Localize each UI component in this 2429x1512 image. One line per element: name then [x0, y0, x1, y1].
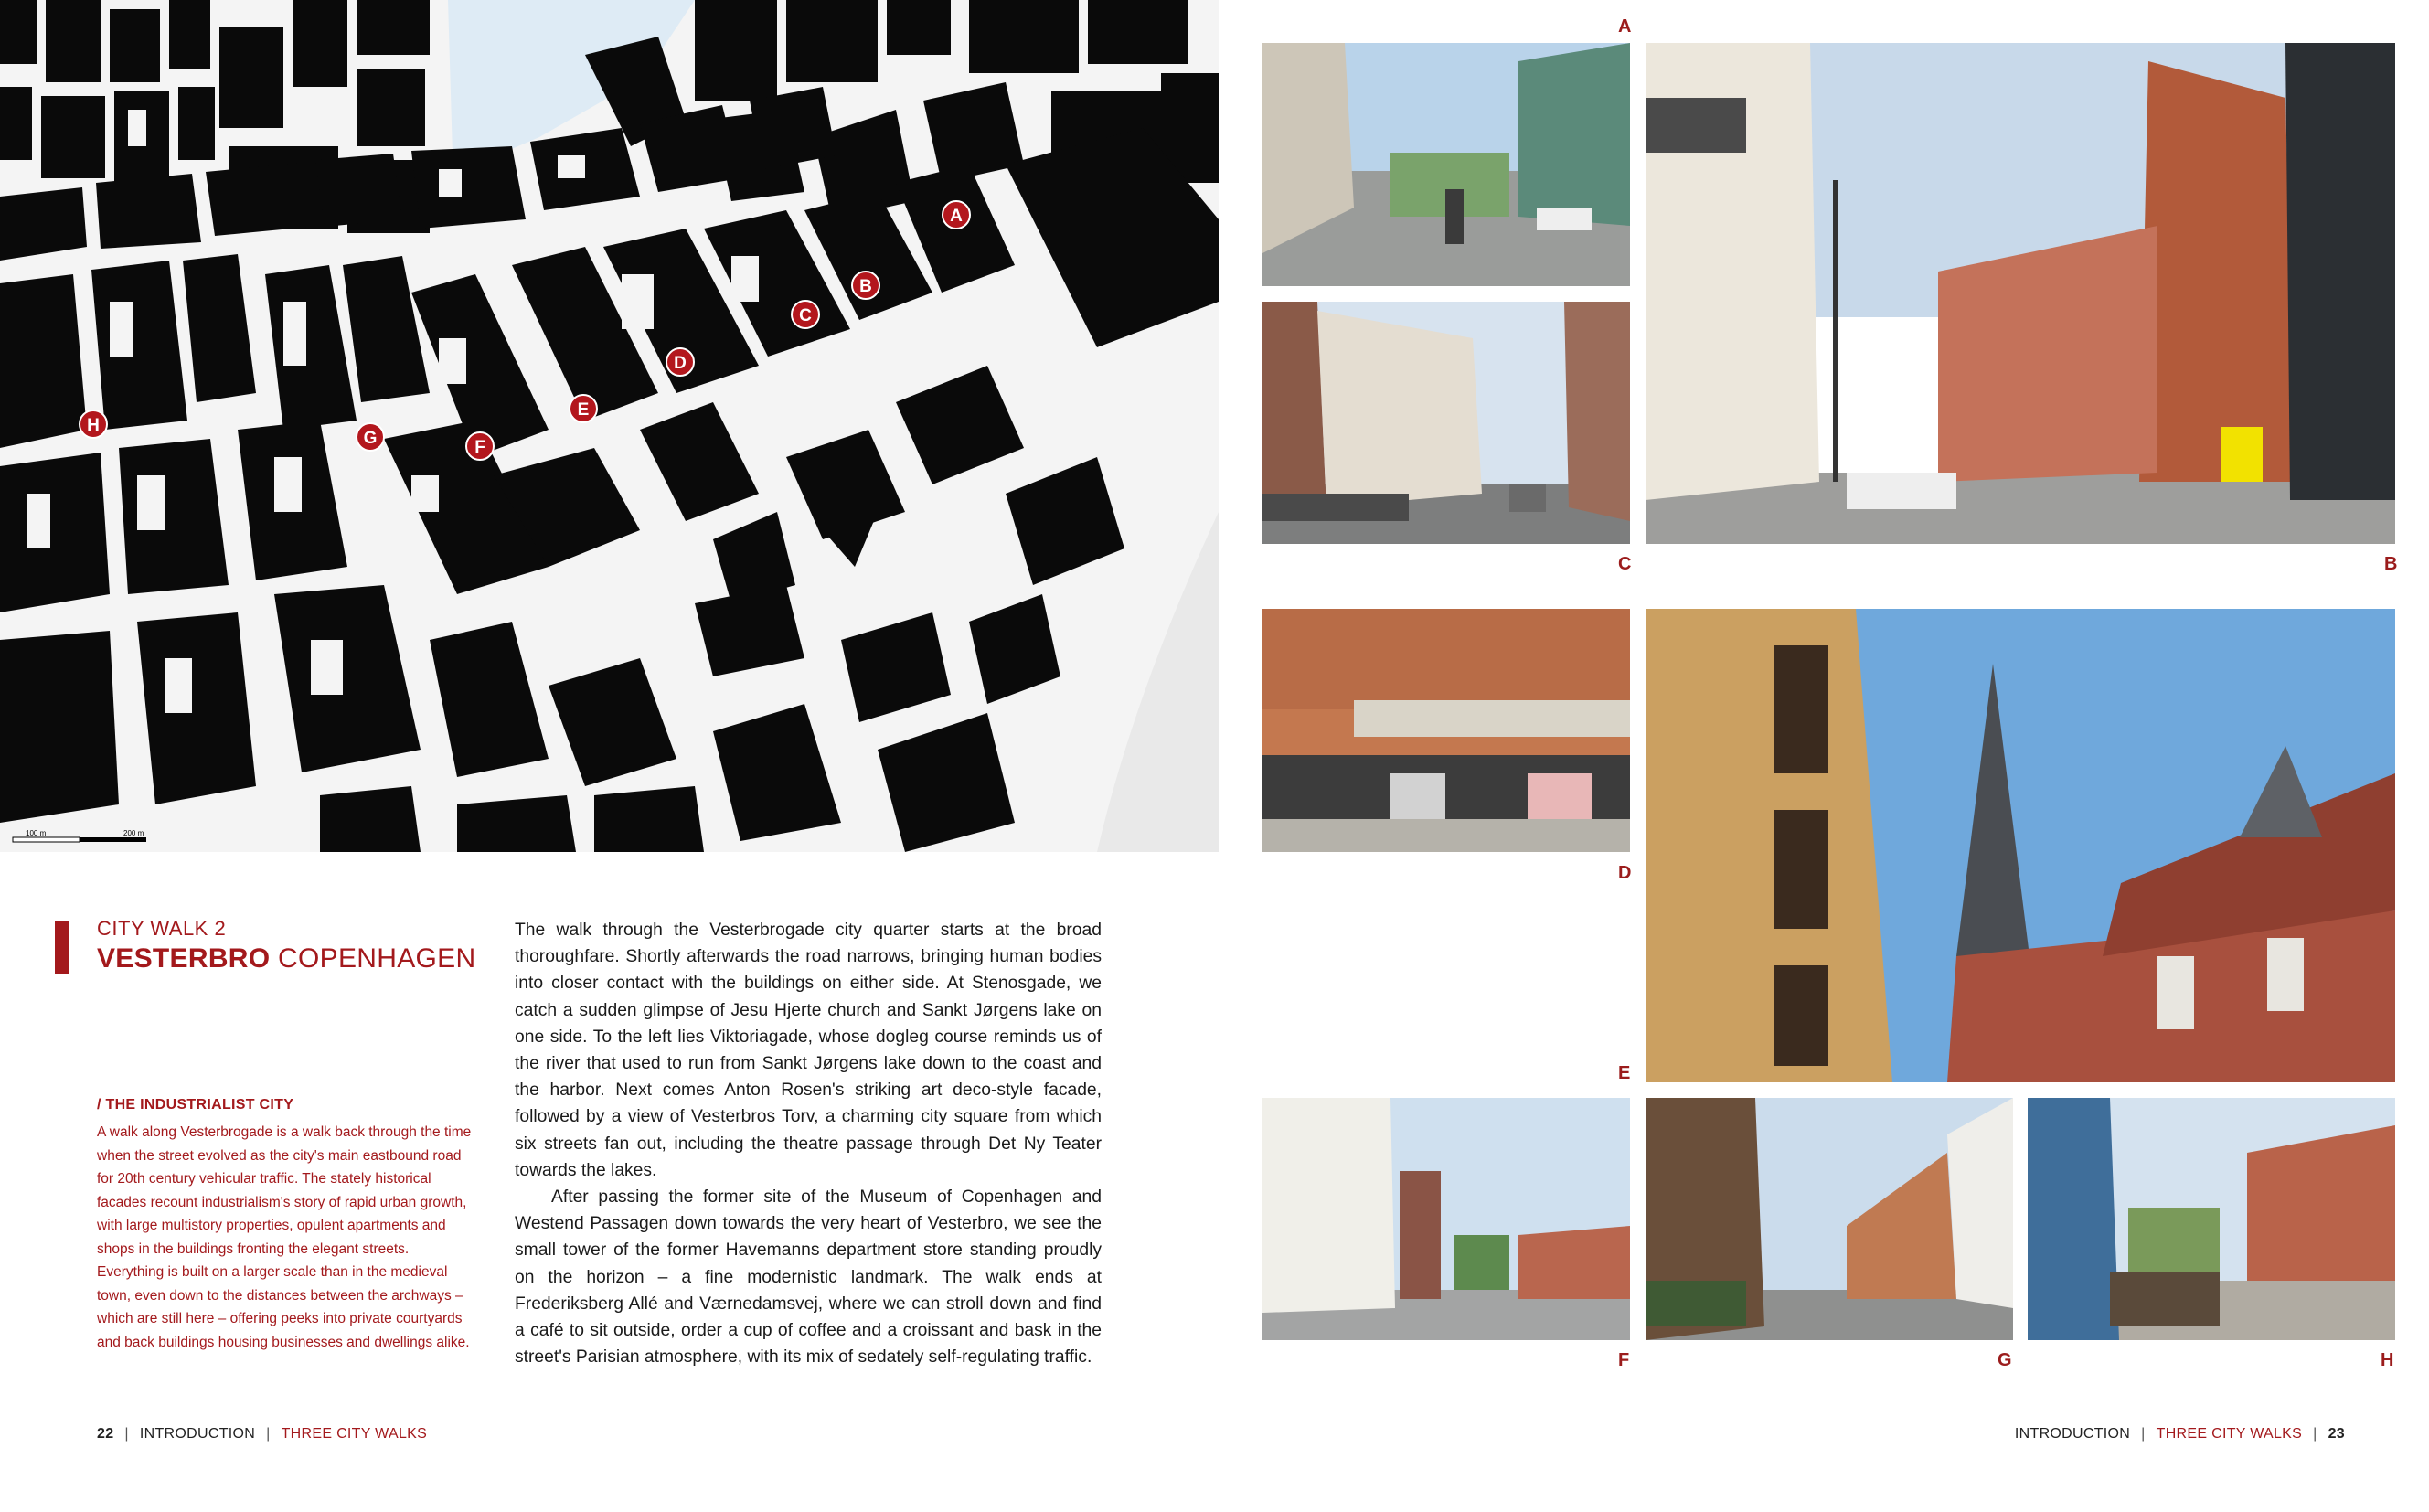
photo-f — [1262, 1098, 1630, 1340]
svg-text:C: C — [799, 306, 812, 325]
photo-a — [1262, 43, 1630, 286]
body-paragraph-1: The walk through the Vesterbrogade city quarter starts at the broad thoroughfare. Shortly afterwards the road narrows, bringing human bodies into closer contact with the buildings on either side. At Stenosgade, we catch a sudden glimpse of Jesu Hjerte church and Sankt Jørgens lake on one side. To the left lies Viktoriagade, whose dogleg course reminds us of the river that used to run from Sankt Jørgens lake down to the coast and the harbor. Next comes Anton Rosen's striking art deco-style facade, followed by a view of Vesterbros Torv, a charming city square from which six streets fan out, including the theatre passage through Det Ny Teater towards the lakes. — [515, 921, 1102, 1180]
title-accent-bar — [55, 921, 69, 974]
photo-label-e: E — [1618, 1063, 1631, 1083]
map-marker-b — [852, 272, 879, 299]
page-number-right: 23 — [2328, 1426, 2345, 1442]
photo-h — [2028, 1098, 2395, 1340]
photo-label-g: G — [1998, 1350, 2012, 1370]
article-title-bold: VESTERBRO — [97, 943, 271, 974]
scale-label-100: 100 m — [26, 829, 47, 837]
map-marker-a — [943, 201, 970, 229]
footer-left: 22 | INTRODUCTION | THREE CITY WALKS — [97, 1426, 428, 1442]
svg-text:A: A — [950, 207, 963, 226]
photo-label-h: H — [2381, 1350, 2394, 1370]
svg-text:D: D — [674, 354, 687, 373]
footer-left-chapter: THREE CITY WALKS — [281, 1426, 428, 1442]
scale-label-200: 200 m — [123, 829, 144, 837]
svg-text:E: E — [577, 400, 590, 420]
page-number-left: 22 — [97, 1426, 114, 1442]
article-title — [97, 943, 475, 974]
footer-left-section: INTRODUCTION — [139, 1426, 256, 1442]
map-marker-h — [80, 410, 107, 438]
photo-label-f: F — [1618, 1350, 1630, 1370]
photo-label-b: B — [2384, 554, 2398, 574]
svg-text:F: F — [474, 438, 485, 457]
svg-text:H: H — [87, 416, 100, 435]
map-marker-c — [792, 301, 819, 328]
footer-right-section: INTRODUCTION — [2014, 1426, 2131, 1442]
map-marker-e — [570, 395, 597, 422]
photo-label-a: A — [1618, 16, 1632, 37]
map-drawing — [0, 0, 1219, 852]
sidebar-heading: / THE INDUSTRIALIST CITY — [97, 1097, 294, 1113]
photo-d — [1262, 609, 1630, 852]
photo-b — [1646, 43, 2395, 544]
article-title-rest: COPENHAGEN — [270, 943, 476, 974]
sidebar-text: A walk along Vesterbrogade is a walk back through the time when the street evolved as the city's main eastbound road for 20th century vehicular traffic. The stately historical facades recount industrialism's story of rapid urban growth, with large multistory properties, opulent apartments and shops in the buildings fronting the elegant streets. Everything is built on a larger scale than in the medieval town, even down to the distances between the archways – which are still here – offering peeks into private courtyards and back buildings housing businesses and dwellings alike. — [97, 1124, 472, 1350]
photo-e — [1646, 609, 2395, 1082]
photo-c — [1262, 302, 1630, 544]
map-marker-g — [357, 423, 384, 451]
main-body-text — [515, 917, 1102, 1370]
svg-text:G: G — [363, 429, 378, 448]
photo-g — [1646, 1098, 2013, 1340]
body-paragraph-2: After passing the former site of the Museum of Copenhagen and Westend Passagen down towards the very heart of Vesterbro, we see the small tower of the former Havemanns department store standing proudly on the horizon – a fine modernistic landmark. The walk ends at Frederiksberg Allé and Værnedamsvej, where we can stroll down and find a café to sit outside, order a cup of coffee and a croissant and bask in the street's Parisian atmosphere, with its mix of sedately self-regulating traffic. — [515, 1187, 1102, 1368]
photo-label-c: C — [1618, 554, 1632, 574]
map-marker-f — [466, 432, 494, 460]
photo-label-d: D — [1618, 863, 1632, 883]
svg-text:B: B — [859, 277, 872, 296]
figure-ground-map — [0, 0, 1219, 852]
map-marker-d — [666, 348, 694, 376]
footer-right-chapter: THREE CITY WALKS — [2156, 1426, 2303, 1442]
article-kicker: CITY WALK 2 — [97, 917, 227, 940]
footer-right: INTRODUCTION | THREE CITY WALKS | 23 — [2014, 1426, 2345, 1442]
